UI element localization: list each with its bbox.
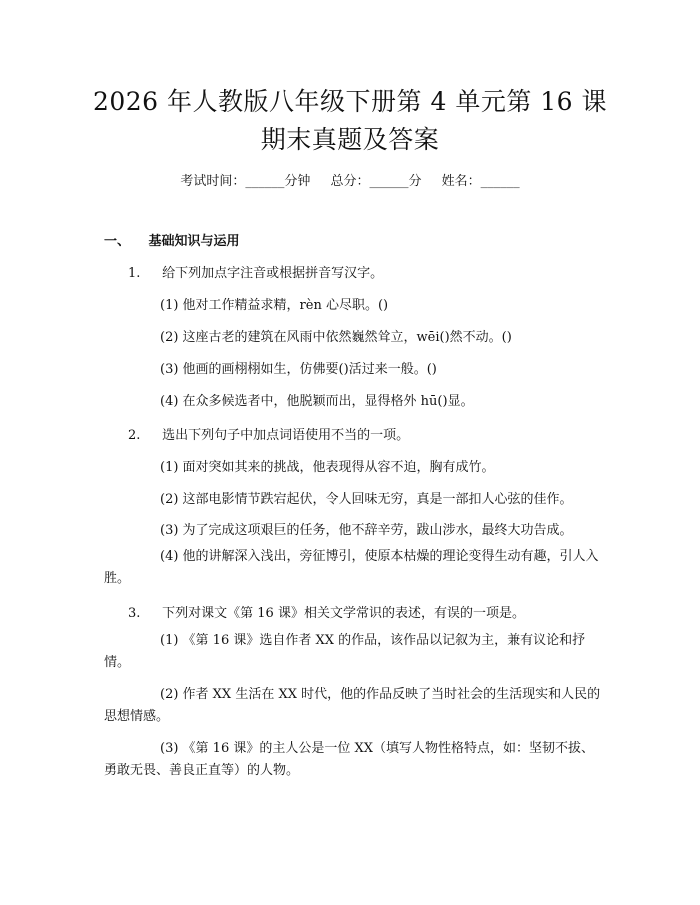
- exam-meta: [0, 170, 700, 189]
- page-title-line2: 期末真题及答案: [260, 125, 440, 154]
- option-1-2: (2) 这座古老的建筑在风雨中依然巍然耸立，wēi()然不动。(): [160, 330, 512, 345]
- page-title-line1: 2026 年人教版八年级下册第 4 单元第 16 课: [92, 87, 608, 116]
- exam-time: 考试时间：______分钟: [180, 174, 311, 189]
- student-name: 姓名：______: [441, 174, 520, 189]
- question-2: [128, 424, 409, 443]
- section-heading: [104, 230, 240, 249]
- option-2-4: (4) 他的讲解深入浅出，旁征博引，使原本枯燥的理论变得生动有趣，引人入胜。: [104, 549, 599, 586]
- option-2-2: (2) 这部电影情节跌宕起伏，令人回味无穷，真是一部扣人心弦的佳作。: [160, 492, 573, 507]
- option-2-1: (1) 面对突如其来的挑战，他表现得从容不迫，胸有成竹。: [160, 460, 495, 475]
- question-3: [128, 602, 525, 621]
- question-text: 给下列加点字注音或根据拼音写汉字。: [162, 266, 384, 281]
- question-number: 2.: [128, 428, 141, 443]
- option-3-2: (2) 作者 XX 生活在 XX 时代，他的作品反映了当时社会的生活现实和人民的思想情感。: [104, 687, 601, 724]
- option-1-3: (3) 他画的画栩栩如生，仿佛要()活过来一般。(): [160, 362, 437, 377]
- section-number: 一、: [104, 234, 131, 249]
- option-1-1: (1) 他对工作精益求精，rèn 心尽职。(): [160, 298, 389, 313]
- question-1: [128, 262, 383, 281]
- option-3-3: (3) 《第 16 课》的主人公是一位 XX（填写人物性格特点，如：坚韧不拔、勇敢无畏、善良正直等）的人物。: [104, 741, 594, 778]
- option-3-1: (1) 《第 16 课》选自作者 XX 的作品，该作品以记叙为主，兼有议论和抒情。: [104, 633, 586, 670]
- question-number: 1.: [128, 266, 141, 281]
- question-text: 下列对课文《第 16 课》相关文学常识的表述，有误的一项是。: [162, 606, 525, 621]
- exam-score: 总分：______分: [330, 174, 422, 189]
- question-number: 3.: [128, 606, 141, 621]
- section-title: 基础知识与运用: [148, 234, 240, 249]
- option-2-3: (3) 为了完成这项艰巨的任务，他不辞辛劳，跋山涉水，最终大功告成。: [160, 523, 573, 538]
- question-text: 选出下列句子中加点词语使用不当的一项。: [162, 428, 410, 443]
- option-1-4: (4) 在众多候选者中，他脱颖而出，显得格外 hū()显。: [160, 394, 474, 409]
